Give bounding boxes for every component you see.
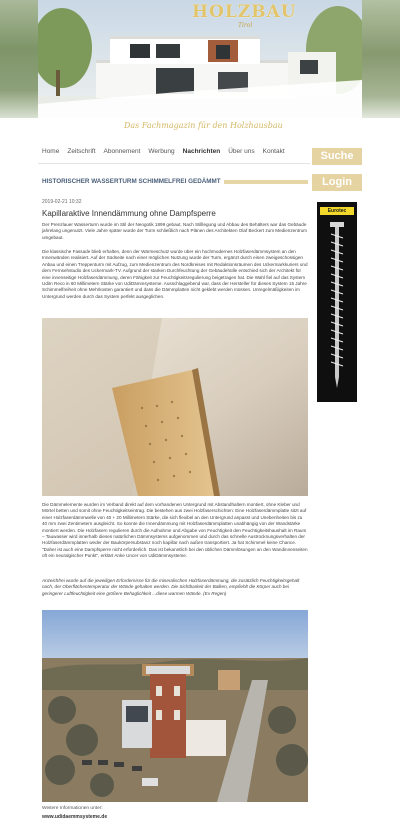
article-paragraph-1: Der Prenzlauer Wasserturm wurde im Stil der Neogotik 1899 gebaut. Nach Stilllegung und Abbau des Behälters war das Gebäude jahrelang ungenutzt. Viele Jahre später wurde der Turm schließlich nach Plänen des Architekten Olaf Beckert zum Medienzentrum umgebaut. <box>42 222 307 240</box>
section-header <box>42 178 308 187</box>
screw-icon <box>317 202 357 402</box>
article-paragraph-2: Die klassische Fassade blieb erhalten, denn der Wärmeschutz wurde über ein hochmodernes Holzfaserdämmsystem an den Innenwänden realisiert. Auf der Südseite nach einer möglichen Nutzung wurde der Turm, ergänzt durch einen zweigeschossigen Anbau und einen Treppenturm mit Aufzug, zum Medienzentrum des Nordkreises mit Redaktionsräumen des Uckermarkkuriers und dem Fernsehstudio des Uckermark-TV. Aufgrund der starken Durchfeuchtung der Gebäudehülle entschied sich der Architekt für eine innenseitige Holzfaserdämmung, deren Fähigkeit zur Feuchtigkeitsregulierung beigetragen hat. Die Wahl fiel auf das System UdiIn Reco in 60 Millimetern Stärke von UdiDämmsysteme. Ausschlaggebend war, dass der Hersteller für dieses System 15 Jahre Schimmelfreiheit ohne Mehrkosten garantiert und dass die Dämmplatten nicht geklebt werden müssen. Unregelmäßigkeiten im Untergrund werden durch das System perfekt ausgeglichen. <box>42 249 308 299</box>
image-caption: Weitere Informationen unter: <box>42 806 103 811</box>
article-paragraph-3: Die Dämmelemente wurden im Verband direkt auf dem vorhandenen Untergrund mit Abstandhaltern montiert, ohne Kleber und Mörtel betten und somit ohne Feuchtigkeitseintrag. Die bestehen aus zwei Holzfaserschichten: Eine Holzfaserdämmplatte sitzt auf einer Holzfaserdämmwelle von 40 + 20 Millimetern Stärke, die sich flexibel an den Untergrund anpasst und Unebenheiten bis zu 40 mm zwei Zentimetern ausgleicht. So konnte die Innendämmung mit Holzfaserdämmplatten unabhängig von der Wandstärke montiert werden. Die Holzfasern regulieren durch die Aufnahme und Abgabe von Feuchtigkeit den Feuchtigkeitshaushalt im Raum – Tauwasser wird innerhalb dieses natürlichen Dämmsystems aufgenommen und durch das schnelle Austrocknungsverhalten der Holzfaserdämmplatten weder der Baukörpersubstanz noch kapillar nach außen transportiert. Ja hat Schimmel keine Chance. "Daher ist auch eine Dampfsperre nicht erforderlich. Das ist bekanntlich bei den üblichen Dämmlösungen an den Wandinnenseiten oft ein neuralgischer Punkt", erklärt Anke Uncer von UdiDämmsysteme. <box>42 502 308 559</box>
search-button[interactable]: Suche <box>312 148 362 165</box>
article-paragraph-4: Anzeichfrei wurde auf die jeweiligen Erfordernisse für die mineralischen Holzfaserdämmung, die zusätzlich Feuchtigkeitsgehalt nach, der Oberflächentemperatur der Wände gehalten werden. Die Sichtbarkeit der Balken, empfiehlt die Körper auch bei geringerer Luftfeuchtigkeit eine größere Behaglichkeit ...diese warmen Wände. (Ex Regen) <box>42 578 300 596</box>
site-logo-sub: Tirol <box>238 22 253 29</box>
ad-brand-label: Eurotec <box>320 207 354 215</box>
article-image-water-tower <box>42 610 308 802</box>
source-link[interactable]: www.udidaemmsysteme.de <box>42 814 108 820</box>
tagline-row <box>0 118 400 140</box>
nav-item-abonnement[interactable]: Abonnement <box>103 148 141 155</box>
article-date: 2019-02-21 10:32 <box>42 199 82 205</box>
article-image-insulation <box>42 318 308 496</box>
header-side-image-left <box>0 0 38 120</box>
insulation-panel-photo <box>42 318 308 496</box>
nav-item-kontakt[interactable]: Kontakt <box>262 148 285 155</box>
section-divider <box>212 180 308 184</box>
header-banner <box>38 0 362 118</box>
right-sidebar <box>312 140 362 828</box>
nav-item-werbung[interactable]: Werbung <box>148 148 175 155</box>
site-logo[interactable]: HOLZBAU <box>192 2 297 22</box>
eurotec-ad-banner[interactable] <box>317 202 357 402</box>
nav-item-nachrichten[interactable]: Nachrichten <box>182 148 221 155</box>
header-side-image-right <box>362 0 400 120</box>
nav-item-ueber-uns[interactable]: Über uns <box>228 148 255 155</box>
login-button[interactable]: Login <box>312 174 362 191</box>
nav-item-zeitschrift[interactable]: Zeitschrift <box>67 148 96 155</box>
main-navigation <box>38 140 310 164</box>
nav-item-home[interactable]: Home <box>42 148 60 155</box>
site-tagline: Das Fachmagazin für den Holzhausbau <box>124 121 283 130</box>
water-tower-aerial-photo <box>42 610 308 802</box>
article-headline: Kapillaraktive Innendämmung ohne Dampfsperre <box>42 209 216 218</box>
section-title: HISTORISCHER WASSERTURM SCHIMMELFREI GEDÄMMT <box>42 178 224 185</box>
